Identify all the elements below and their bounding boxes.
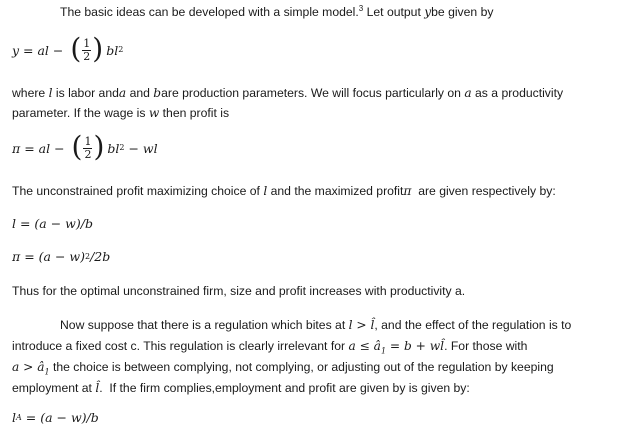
paragraph-thus: Thus for the optimal unconstrained firm, size and profit increases with productivity a. [12,284,466,298]
eq-expression: l = (a − w)/b [12,216,93,231]
paragraph-intro [60,5,617,19]
math-symbol: y [424,5,432,19]
paren-left: ( [71,130,83,163]
equation-max-profit: π = (a − w) 2 /2b [12,249,111,264]
eq-expression: /2b [90,249,111,264]
eq-lhs: π [12,140,21,156]
fraction [70,32,104,65]
eq-term: al [38,140,51,156]
eq-minus: − [50,140,69,156]
eq-lhs: y [12,42,20,58]
fraction [71,130,105,163]
fraction-denominator: 2 [84,147,92,161]
eq-term: bl [106,42,119,58]
paragraph-regulation: Now suppose that there is a regulation which bites at l > l̂, and the effect of the regulation is to [60,318,572,332]
equation-labor [12,216,93,231]
equation-profit: π = al − ( $\frac{1}{2}$ ) bl 2 − wl [12,130,158,163]
eq-term: − wl [124,140,158,156]
eq-minus: − [48,42,68,58]
fraction-numerator: 1 [83,36,91,50]
equation-comply-labor: l A = (a − w)/b [12,410,99,425]
paren-left: ( [70,32,82,65]
text: The basic ideas can be developed with a simple model. [60,5,359,19]
eq-term: al [37,42,49,58]
equation-output: y = al − ( $\frac{1}{2}$ ) bl 2 [12,32,124,65]
text: be given by [431,5,494,19]
paragraph-regulation-2: introduce a fixed cost c. This regulation is clearly irrelevant for $a \le â_1 = b$ + wl̂. For those with [12,339,528,356]
paragraph-definitions: where l is labor anda and bare production parameters. We will focus particularly on a as a productivity [12,86,564,100]
paragraph-regulation-4: employment at l̂. If the firm complies,employment and profit are given by is given by: [12,381,470,395]
paren-right: ) [92,32,104,65]
eq-term: bl [107,140,120,156]
eq-expression: = (a − w)/b [21,410,99,425]
eq-sign: = [20,140,39,156]
paragraph-unconstrained: The unconstrained profit maximizing choice of l and the maximized profitπ are given respectively by: [12,184,556,198]
paren-right: ) [93,130,105,163]
fraction-numerator: 1 [84,134,92,148]
paragraph-wage: parameter. If the wage is w then profit is [12,106,230,120]
eq-expression: π = (a − w) [12,249,85,264]
eq-term: l [12,410,16,425]
eq-sign: = [19,42,38,58]
fraction-denominator: 2 [83,49,91,63]
text: Let output [363,5,425,19]
footnote-marker[interactable]: 3 [358,3,364,13]
paragraph-regulation-3: $a > â_1$ the choice is between complying, not complying, or adjusting out of the regulation by keeping [12,360,554,377]
